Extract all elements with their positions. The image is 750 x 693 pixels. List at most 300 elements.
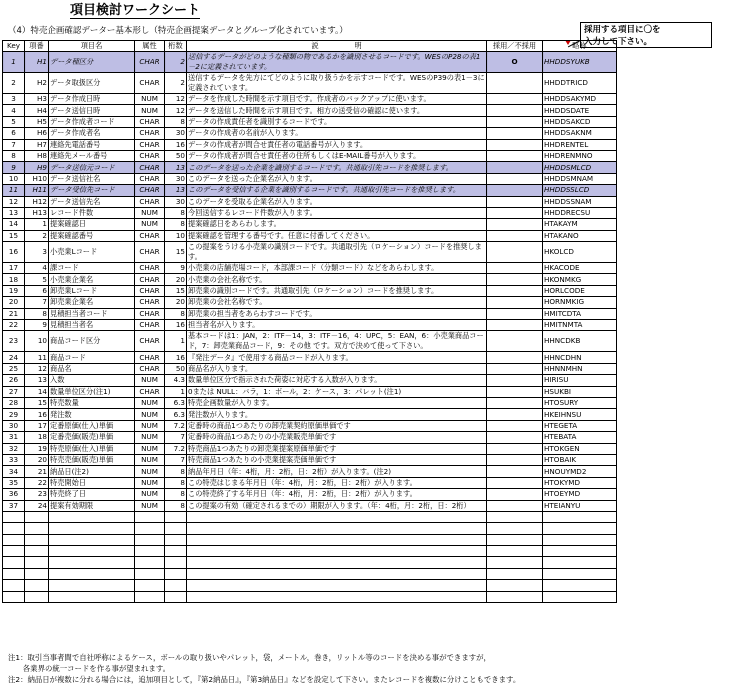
cell-key: 35: [3, 477, 25, 488]
header-name: 項目名: [49, 41, 135, 52]
cell-abbr: HHNNMHN: [543, 363, 617, 374]
footnote-2: 注2：納品日が複数に分れる場合には，追加項目として，『第2納品日』，『第3納品日』などを設定して下さい。またレコードを複数に分けこともできます。: [8, 675, 521, 684]
cell-key: 2: [3, 73, 25, 94]
table-row: [3, 386, 617, 397]
cell-attr: NUM: [135, 420, 165, 431]
cell-key: 32: [3, 443, 25, 454]
table-row: [3, 363, 617, 374]
cell-name: 卸売業Lコード: [49, 285, 135, 296]
cell-desc: 商品名が入ります。: [187, 363, 487, 374]
cell-desc: 卸売業の会社名称です。: [187, 297, 487, 308]
cell-adopt[interactable]: [487, 274, 543, 285]
footnotes: [8, 652, 520, 685]
cell-attr: CHAR: [135, 263, 165, 274]
blank-cell: [135, 546, 165, 557]
blank-cell: [25, 523, 49, 534]
cell-no: 5: [25, 274, 49, 285]
cell-adopt[interactable]: O: [487, 52, 543, 73]
cell-adopt[interactable]: [487, 219, 543, 230]
table-row: [3, 432, 617, 443]
cell-desc: このデータを送った企業を識別するコードです。共通取引先コードを推奨します。: [187, 162, 487, 173]
cell-attr: NUM: [135, 432, 165, 443]
cell-len: 8: [165, 477, 187, 488]
cell-len: 15: [165, 285, 187, 296]
cell-abbr: HTOSURY: [543, 397, 617, 408]
cell-key: 18: [3, 274, 25, 285]
table-row: [3, 477, 617, 488]
cell-key: 11: [3, 185, 25, 196]
blank-cell: [25, 546, 49, 557]
cell-key: 7: [3, 139, 25, 150]
cell-name: 定番売価(販売)単価: [49, 432, 135, 443]
blank-row: [3, 511, 617, 522]
cell-desc: データの作成責任者を識別するコードです。: [187, 116, 487, 127]
blank-row: [3, 534, 617, 545]
cell-abbr: HHDDTRICD: [543, 73, 617, 94]
cell-desc: 卸売業の担当者をあらわすコードです。: [187, 308, 487, 319]
footnote-1: 注1：取引当事者間で自社呼称によるケース，ボールの取り扱いやパレット，袋，メートル，巻き，リットル等のコードを決める事ができますが，: [8, 653, 491, 662]
cell-adopt[interactable]: [487, 139, 543, 150]
blank-cell: [25, 591, 49, 602]
cell-abbr: HHNCDHN: [543, 352, 617, 363]
blank-cell: [25, 511, 49, 522]
cell-adopt[interactable]: [487, 432, 543, 443]
cell-desc: 基本コードは1：JAN，2：ITF－14，3：ITF－16，4：UPC，5：EAN，6：小売業商品コード，7：卸売業商品コード，9：その他 です。双方で決めて使って下さい。: [187, 331, 487, 352]
blank-cell: [543, 591, 617, 602]
blank-cell: [49, 523, 135, 534]
cell-no: 12: [25, 363, 49, 374]
blank-cell: [49, 580, 135, 591]
cell-desc: データの作成者の名前が入ります。: [187, 128, 487, 139]
table-row: [3, 173, 617, 184]
cell-adopt[interactable]: [487, 352, 543, 363]
cell-name: 定番原価(仕入)単価: [49, 420, 135, 431]
cell-abbr: HHNCDKB: [543, 331, 617, 352]
cell-name: 納品日(注2): [49, 466, 135, 477]
cell-attr: NUM: [135, 466, 165, 477]
blank-cell: [3, 523, 25, 534]
blank-row: [3, 568, 617, 579]
cell-no: 8: [25, 308, 49, 319]
cell-desc: データの作成者が問合せ責任者の住所もしくはE-MAIL番号が入ります。: [187, 150, 487, 161]
cell-name: 提案有効期限: [49, 500, 135, 511]
cell-name: データ送信日時: [49, 105, 135, 116]
cell-abbr: HKEIHNSU: [543, 409, 617, 420]
cell-len: 8: [165, 219, 187, 230]
cell-len: 20: [165, 274, 187, 285]
cell-abbr: HSUKBI: [543, 386, 617, 397]
cell-no: 17: [25, 420, 49, 431]
cell-desc: 数量単位区分で指示された荷姿に対応する入数が入ります。: [187, 375, 487, 386]
header-abbr: 略称: [543, 41, 617, 52]
cell-no: 20: [25, 454, 49, 465]
cell-desc: 提案確認日をあらわします。: [187, 219, 487, 230]
cell-attr: NUM: [135, 409, 165, 420]
cell-adopt[interactable]: [487, 500, 543, 511]
cell-name: 特売終了日: [49, 489, 135, 500]
cell-adopt[interactable]: [487, 128, 543, 139]
cell-no: H7: [25, 139, 49, 150]
cell-key: 4: [3, 105, 25, 116]
cell-no: 1: [25, 219, 49, 230]
cell-attr: NUM: [135, 477, 165, 488]
cell-len: 50: [165, 150, 187, 161]
cell-abbr: HHDDSSLCD: [543, 185, 617, 196]
table-row: [3, 352, 617, 363]
cell-no: 21: [25, 466, 49, 477]
blank-cell: [487, 557, 543, 568]
cell-no: 19: [25, 443, 49, 454]
cell-attr: NUM: [135, 397, 165, 408]
blank-cell: [3, 546, 25, 557]
cell-adopt[interactable]: [487, 466, 543, 477]
cell-desc: 送信するデータがどのような種類の物であるかを識別させるコードです。WESのP28の表1－2に定義されています。: [187, 52, 487, 73]
cell-key: 21: [3, 308, 25, 319]
cell-abbr: HMITNMTA: [543, 320, 617, 331]
cell-name: データ取扱区分: [49, 73, 135, 94]
table-row: [3, 242, 617, 263]
cell-no: H3: [25, 94, 49, 105]
cell-key: 23: [3, 331, 25, 352]
blank-cell: [487, 523, 543, 534]
cell-key: 16: [3, 242, 25, 263]
cell-key: 27: [3, 386, 25, 397]
cell-name: 連絡先電話番号: [49, 139, 135, 150]
cell-no: 9: [25, 320, 49, 331]
cell-abbr: HKOLCD: [543, 242, 617, 263]
cell-abbr: HTOBAIK: [543, 454, 617, 465]
cell-name: 商品名: [49, 363, 135, 374]
cell-abbr: HTAKANO: [543, 230, 617, 241]
blank-cell: [165, 568, 187, 579]
cell-desc: 特売商品1つあたりの卸売業提案原価単価です: [187, 443, 487, 454]
cell-name: データ送信社名: [49, 173, 135, 184]
blank-cell: [543, 580, 617, 591]
blank-cell: [3, 534, 25, 545]
cell-name: 特売売価(販売)単価: [49, 454, 135, 465]
blank-cell: [487, 568, 543, 579]
cell-name: データ作成日時: [49, 94, 135, 105]
cell-adopt[interactable]: [487, 363, 543, 374]
cell-no: 18: [25, 432, 49, 443]
blank-row: [3, 557, 617, 568]
cell-no: H6: [25, 128, 49, 139]
cell-key: 30: [3, 420, 25, 431]
blank-cell: [165, 580, 187, 591]
cell-abbr: HTEGETA: [543, 420, 617, 431]
blank-cell: [3, 511, 25, 522]
cell-attr: CHAR: [135, 331, 165, 352]
blank-cell: [135, 523, 165, 534]
cell-adopt[interactable]: [487, 116, 543, 127]
cell-adopt[interactable]: [487, 386, 543, 397]
cell-adopt[interactable]: [487, 420, 543, 431]
cell-len: 8: [165, 116, 187, 127]
blank-cell: [3, 557, 25, 568]
blank-row: [3, 523, 617, 534]
cell-key: 33: [3, 454, 25, 465]
cell-len: 1: [165, 386, 187, 397]
cell-adopt[interactable]: [487, 297, 543, 308]
cell-attr: CHAR: [135, 363, 165, 374]
cell-len: 30: [165, 173, 187, 184]
cell-attr: CHAR: [135, 128, 165, 139]
page-title: 項目検討ワークシート: [70, 3, 201, 18]
blank-cell: [543, 568, 617, 579]
cell-no: 3: [25, 242, 49, 263]
blank-cell: [49, 534, 135, 545]
header-len: 桁数: [165, 41, 187, 52]
cell-no: H11: [25, 185, 49, 196]
cell-attr: NUM: [135, 375, 165, 386]
table-row: [3, 185, 617, 196]
cell-no: H1: [25, 52, 49, 73]
cell-attr: NUM: [135, 94, 165, 105]
cell-attr: CHAR: [135, 173, 165, 184]
cell-no: 14: [25, 386, 49, 397]
cell-adopt[interactable]: [487, 150, 543, 161]
blank-cell: [187, 591, 487, 602]
cell-attr: CHAR: [135, 386, 165, 397]
blank-cell: [135, 557, 165, 568]
cell-abbr: HTAKAYM: [543, 219, 617, 230]
cell-desc: この提案の有効（確定されるまでの）期限が入ります。（年：4桁，月：2桁，日：2桁）: [187, 500, 487, 511]
cell-key: 28: [3, 397, 25, 408]
cell-name: 提案確認日: [49, 219, 135, 230]
cell-name: 商品コード: [49, 352, 135, 363]
table-row: [3, 52, 617, 73]
cell-key: 17: [3, 263, 25, 274]
cell-name: 入数: [49, 375, 135, 386]
cell-adopt[interactable]: [487, 173, 543, 184]
table-row: [3, 73, 617, 94]
cell-len: 7: [165, 432, 187, 443]
blank-cell: [3, 591, 25, 602]
cell-name: 見積担当者名: [49, 320, 135, 331]
cell-len: 16: [165, 352, 187, 363]
blank-cell: [135, 534, 165, 545]
blank-cell: [187, 534, 487, 545]
cell-no: 24: [25, 500, 49, 511]
cell-desc: 卸売業の識別コードです。共通取引先（ロケーション）コードを推奨します。: [187, 285, 487, 296]
cell-abbr: HHDDSMLCD: [543, 162, 617, 173]
blank-cell: [487, 511, 543, 522]
blank-cell: [165, 534, 187, 545]
cell-attr: NUM: [135, 454, 165, 465]
cell-name: 提案確認番号: [49, 230, 135, 241]
table-row: [3, 409, 617, 420]
blank-cell: [487, 591, 543, 602]
table-row: [3, 308, 617, 319]
callout-line-2: 入力して下さい。: [584, 37, 653, 47]
cell-abbr: HHDDSSNAM: [543, 196, 617, 207]
cell-desc: 小売業の店舗売場コード，本部課コード（分類コード）などをあらわします。: [187, 263, 487, 274]
blank-row: [3, 546, 617, 557]
cell-key: 20: [3, 297, 25, 308]
cell-abbr: HNOUYMD2: [543, 466, 617, 477]
table-row: [3, 466, 617, 477]
cell-adopt[interactable]: [487, 230, 543, 241]
table-row: [3, 297, 617, 308]
blank-cell: [49, 591, 135, 602]
cell-key: 1: [3, 52, 25, 73]
cell-attr: CHAR: [135, 297, 165, 308]
table-row: [3, 207, 617, 218]
cell-no: H12: [25, 196, 49, 207]
table-row: [3, 443, 617, 454]
cell-key: 3: [3, 94, 25, 105]
cell-len: 8: [165, 207, 187, 218]
table-row: [3, 454, 617, 465]
table-row: [3, 420, 617, 431]
cell-attr: CHAR: [135, 162, 165, 173]
blank-cell: [165, 557, 187, 568]
cell-abbr: HORNMKIG: [543, 297, 617, 308]
blank-row: [3, 580, 617, 591]
table-row: [3, 139, 617, 150]
blank-cell: [135, 568, 165, 579]
cell-adopt[interactable]: [487, 454, 543, 465]
cell-adopt[interactable]: [487, 320, 543, 331]
cell-attr: NUM: [135, 105, 165, 116]
blank-cell: [25, 534, 49, 545]
blank-cell: [165, 546, 187, 557]
cell-adopt[interactable]: [487, 162, 543, 173]
cell-abbr: HHDDSDATE: [543, 105, 617, 116]
cell-key: 8: [3, 150, 25, 161]
cell-key: 12: [3, 196, 25, 207]
cell-len: 50: [165, 363, 187, 374]
cell-adopt[interactable]: [487, 308, 543, 319]
cell-key: 31: [3, 432, 25, 443]
cell-abbr: HHDDSAKYMD: [543, 94, 617, 105]
blank-cell: [543, 546, 617, 557]
table-row: [3, 116, 617, 127]
header-key: Key: [3, 41, 25, 52]
blank-cell: [543, 557, 617, 568]
blank-cell: [487, 546, 543, 557]
cell-no: H5: [25, 116, 49, 127]
cell-adopt[interactable]: [487, 375, 543, 386]
cell-len: 15: [165, 242, 187, 263]
header-row: [3, 41, 617, 52]
cell-abbr: HHDDSMNAM: [543, 173, 617, 184]
cell-desc: 定番時の商品1つあたりの卸売業契約原価単価です: [187, 420, 487, 431]
cell-name: データ作成者コード: [49, 116, 135, 127]
cell-len: 16: [165, 320, 187, 331]
cell-adopt[interactable]: [487, 94, 543, 105]
blank-cell: [49, 546, 135, 557]
cell-attr: CHAR: [135, 352, 165, 363]
cell-abbr: HHDDSYUKB: [543, 52, 617, 73]
cell-no: 6: [25, 285, 49, 296]
cell-key: 13: [3, 207, 25, 218]
cell-abbr: HORLCODE: [543, 285, 617, 296]
cell-adopt[interactable]: [487, 207, 543, 218]
blank-cell: [543, 523, 617, 534]
cell-adopt[interactable]: [487, 263, 543, 274]
cell-no: H4: [25, 105, 49, 116]
cell-len: 10: [165, 230, 187, 241]
cell-len: 2: [165, 73, 187, 94]
cell-attr: CHAR: [135, 52, 165, 73]
table-row: [3, 500, 617, 511]
cell-name: 特売数量: [49, 397, 135, 408]
blank-cell: [135, 511, 165, 522]
cell-desc: 担当者名が入ります。: [187, 320, 487, 331]
footnote-1-cont: 各業界の統一コードを作る事が望まれます。: [8, 664, 171, 673]
blank-cell: [187, 557, 487, 568]
cell-desc: 提案確認を管理する番号です。任意に付番してください。: [187, 230, 487, 241]
cell-adopt[interactable]: [487, 489, 543, 500]
table-row: [3, 274, 617, 285]
cell-desc: データを作成した時間を示す項目です。作成者のバックアップに使います。: [187, 94, 487, 105]
blank-cell: [543, 534, 617, 545]
cell-adopt[interactable]: [487, 185, 543, 196]
cell-adopt[interactable]: [487, 331, 543, 352]
blank-cell: [487, 534, 543, 545]
cell-attr: CHAR: [135, 320, 165, 331]
cell-abbr: HTEIANYU: [543, 500, 617, 511]
cell-key: 26: [3, 375, 25, 386]
cell-abbr: HKACODE: [543, 263, 617, 274]
cell-name: 特売開始日: [49, 477, 135, 488]
cell-attr: NUM: [135, 219, 165, 230]
cell-len: 13: [165, 185, 187, 196]
cell-adopt[interactable]: [487, 196, 543, 207]
cell-name: 発注数: [49, 409, 135, 420]
cell-adopt[interactable]: [487, 477, 543, 488]
cell-abbr: HTOKGEN: [543, 443, 617, 454]
cell-adopt[interactable]: [487, 105, 543, 116]
cell-adopt[interactable]: [487, 397, 543, 408]
cell-no: 2: [25, 230, 49, 241]
header-desc: 説 明: [187, 41, 487, 52]
cell-desc: 今回送信するレコード件数が入ります。: [187, 207, 487, 218]
cell-attr: CHAR: [135, 285, 165, 296]
table-row: [3, 397, 617, 408]
cell-len: 8: [165, 500, 187, 511]
cell-attr: CHAR: [135, 185, 165, 196]
cell-key: 19: [3, 285, 25, 296]
item-table: [2, 40, 617, 603]
cell-len: 1: [165, 331, 187, 352]
cell-no: H8: [25, 150, 49, 161]
cell-desc: このデータを受信する企業を識別するコードです。共通取引先コードを推奨します。: [187, 185, 487, 196]
table-subtitle: （4）特売企画確認データー基本形し（特売企画提案データとグループ化されています。）: [8, 26, 348, 36]
cell-desc: 0または NULL：バラ，1：ボール，2：ケース，3：パレット(注1): [187, 386, 487, 397]
cell-desc: この特売終了する年月日（年：4桁，月：2桁，日：2桁）が入ります。: [187, 489, 487, 500]
cell-desc: この提案をうける小売業の識別コードです。共通取引先（ロケーション）コードを推奨します。: [187, 242, 487, 263]
cell-adopt[interactable]: [487, 443, 543, 454]
cell-no: 16: [25, 409, 49, 420]
cell-adopt[interactable]: [487, 73, 543, 94]
cell-key: 29: [3, 409, 25, 420]
cell-no: 13: [25, 375, 49, 386]
cell-len: 20: [165, 297, 187, 308]
blank-cell: [135, 580, 165, 591]
cell-adopt[interactable]: [487, 242, 543, 263]
cell-attr: CHAR: [135, 139, 165, 150]
cell-no: 22: [25, 477, 49, 488]
cell-name: データ送信先名: [49, 196, 135, 207]
cell-adopt[interactable]: [487, 409, 543, 420]
blank-cell: [49, 568, 135, 579]
cell-adopt[interactable]: [487, 285, 543, 296]
table-row: [3, 150, 617, 161]
cell-len: 8: [165, 308, 187, 319]
cell-len: 12: [165, 94, 187, 105]
